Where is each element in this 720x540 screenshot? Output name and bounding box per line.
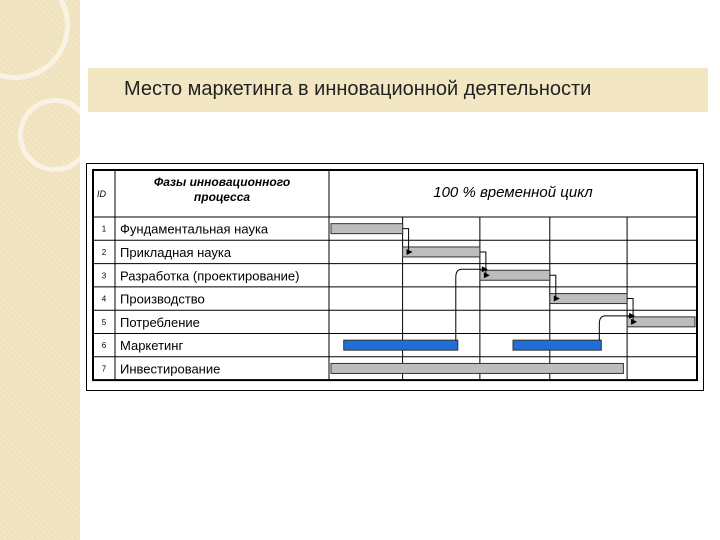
row-id: 1 [101,224,107,234]
row-id: 4 [101,294,107,304]
decorative-left-strip [0,0,80,540]
phase-name: Фундаментальная наука [120,221,269,237]
phase-header-line2: процесса [193,190,251,204]
phase-name: Производство [120,291,205,307]
row-id: 2 [101,247,107,257]
phase-bar [331,224,403,234]
marketing-bar [344,340,458,350]
phase-bar [331,363,623,373]
row-id: 7 [101,364,107,374]
gantt-table [86,163,704,391]
slide-title: Место маркетинга в инновационной деятельности [124,78,592,100]
phase-name: Инвестирование [120,361,221,377]
phase-bar [480,270,550,280]
row-id: 3 [101,271,107,281]
row-id: 6 [101,341,107,351]
marketing-bar [513,340,601,350]
phase-bar [550,294,627,304]
phase-name: Маркетинг [120,338,184,354]
phase-name: Прикладная наука [120,244,232,260]
decorative-circle [18,98,92,172]
phase-name: Разработка (проектирование) [120,268,300,284]
decorative-strip-line [80,0,82,540]
row-id: 5 [101,317,107,327]
timeline-header: 100 % временной цикл [433,184,593,201]
id-header: ID [97,189,106,199]
phase-name: Потребление [120,314,200,330]
phase-bar [403,247,480,257]
phase-bar [627,317,695,327]
phase-header-line1: Фазы инновационного [153,175,291,189]
gantt-diagram [87,164,703,390]
